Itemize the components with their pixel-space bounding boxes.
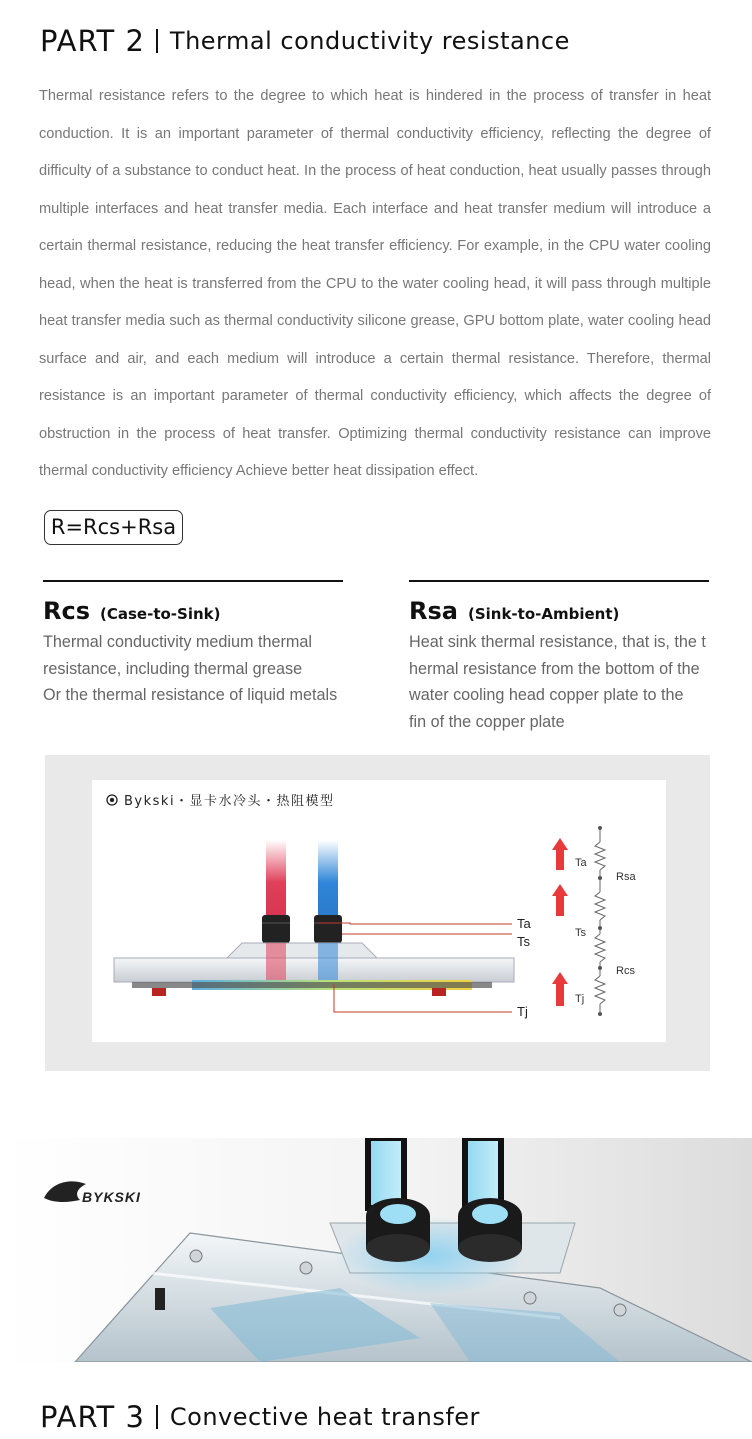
tube-left: [368, 1138, 404, 1208]
leader-ta: [318, 923, 512, 924]
leader-label-ta: Ta: [517, 916, 531, 931]
tube-right: [465, 1138, 501, 1208]
rcs-heading: [43, 597, 343, 625]
rsa-subtitle: (Sink-to-Ambient): [467, 605, 620, 623]
waterblock-photo-illustration: [0, 1138, 752, 1362]
acrylic-plate: [114, 958, 514, 982]
part2-heading: [40, 24, 570, 58]
heading-divider: [156, 1405, 158, 1429]
rcs-description: [43, 629, 343, 709]
fitting-right: [314, 915, 342, 943]
logo-text: BYKSKI: [82, 1189, 141, 1205]
cold-tube: [318, 840, 338, 925]
thermal-model-diagram: [92, 780, 666, 1042]
rsa-line: hermal resistance from the bottom of the: [409, 659, 700, 678]
part2-number: PART 2: [40, 24, 145, 58]
chain-label-rcs: Rcs: [616, 965, 635, 977]
chain-label-tj: Tj: [575, 993, 585, 1005]
thermal-resistance-paragraph: Thermal resistance refers to the degree to which heat is hindered in the process of transfer in heat conduction. It is an important parameter of thermal conductivity efficiency, reflecting the degree of difficulty of a substance to conduct heat. In the process of heat conduction, heat usually passes through multiple interfaces and heat transfer media. Each interface and heat transfer medium will introduce a certain thermal resistance, reducing the heat transfer efficiency. For example, in the CPU water cooling head, when the heat is transferred from the CPU to the water cooling head, it will pass through multiple heat transfer media such as thermal conductivity silicone grease, GPU bottom plate, water cooling head surface and air, and each medium will introduce a certain thermal resistance. Therefore, thermal resistance is an important parameter of thermal conductivity efficiency, which affects the degree of obstruction in the process of heat transfer. Optimizing thermal conductivity resistance can improve thermal conductivity efficiency Achieve better heat dissipation effect.: [39, 88, 711, 479]
heat-arrow-ta: [552, 838, 568, 870]
leader-label-tj: Tj: [517, 1004, 528, 1019]
waterblock-diagram-illustration: [92, 780, 666, 1042]
part3-title: Convective heat transfer: [169, 1403, 480, 1431]
rsa-description: [409, 629, 709, 735]
formula-box: R=Rcs+Rsa: [44, 510, 183, 545]
diagram-caption: [106, 790, 335, 809]
rsa-line: water cooling head copper plate to the: [409, 686, 684, 704]
rcs-line: Thermal conductivity medium thermal: [43, 633, 312, 651]
rsa-line: fin of the copper plate: [409, 712, 565, 731]
part2-title: Thermal conductivity resistance: [169, 27, 570, 55]
rcs-rule: [43, 580, 343, 582]
standoff: [155, 1288, 165, 1310]
rcs-subtitle: (Case-to-Sink): [100, 605, 221, 623]
chain-label-ta: Ta: [575, 857, 587, 869]
rsa-abbr: Rsa: [409, 597, 458, 625]
rsa-line: Heat sink thermal resistance, that is, the t: [409, 633, 706, 651]
heading-divider: [156, 29, 158, 53]
part3-heading: [40, 1400, 480, 1434]
heat-arrows: [552, 838, 568, 1006]
rcs-abbr: Rcs: [43, 597, 90, 625]
block-top: [227, 943, 377, 958]
product-photo: [0, 1138, 752, 1362]
leader-label-ts: Ts: [517, 934, 530, 949]
fitting-left: [262, 915, 290, 943]
heat-arrow-tj: [552, 972, 568, 1006]
chain-label-ts: Ts: [575, 927, 586, 939]
hot-tube: [266, 840, 286, 925]
diagram-caption-text: Bykski・显卡水冷头・热阻模型: [124, 794, 335, 809]
resistor-chain: [595, 828, 605, 1014]
bullet-icon: [106, 794, 118, 806]
rsa-heading: [409, 597, 709, 625]
part3-number: PART 3: [40, 1400, 145, 1434]
rcs-line: Or the thermal resistance of liquid metals: [43, 686, 338, 704]
heat-arrow-ts: [552, 884, 568, 916]
rsa-column: [409, 580, 709, 735]
rcs-column: [43, 580, 343, 709]
chain-label-rsa: Rsa: [616, 871, 636, 883]
rsa-rule: [409, 580, 709, 582]
rcs-line: resistance, including thermal grease: [43, 659, 303, 678]
